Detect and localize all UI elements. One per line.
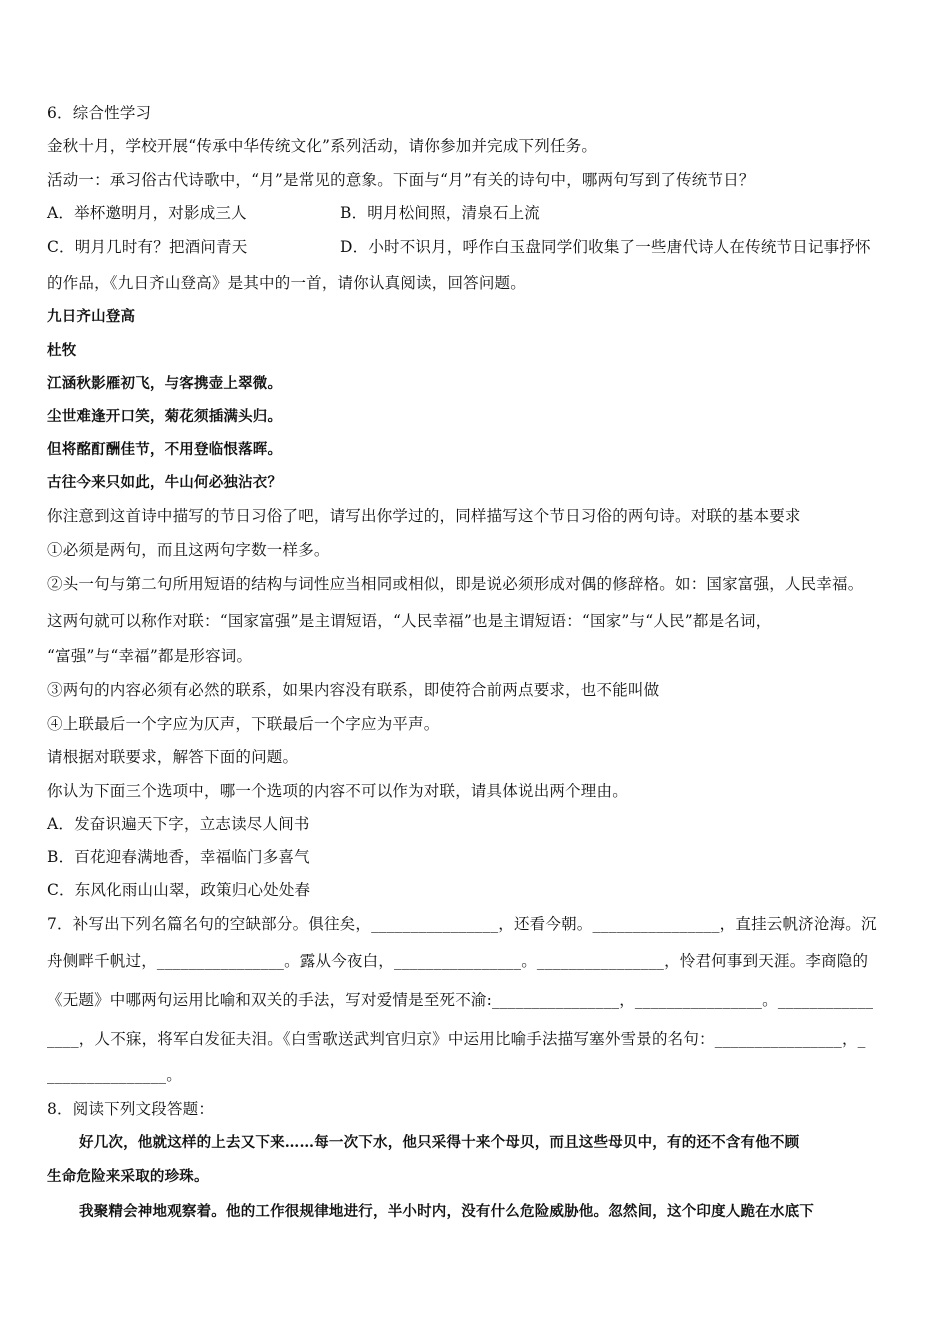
q6-title: 6．综合性学习 bbox=[47, 104, 152, 122]
q6-option-a: A．举杯邀明月，对影成三人 bbox=[47, 204, 247, 222]
q7-line: 《无题》中哪两句运用比喻和双关的手法，写对爱情是至死不渝:________________，________________。____________ bbox=[47, 991, 874, 1009]
q6-task: 你注意到这首诗中描写的节日习俗了吧，请写出你学过的，同样描写这个节日习俗的两句诗。对联的基本要求 bbox=[47, 507, 801, 525]
q8-paragraph: 我聚精会神地观察着。他的工作很规律地进行，半小时内，没有什么危险威胁他。忽然间，这个印度人跪在水底下 bbox=[79, 1203, 814, 1220]
choice-b: B．百花迎春满地香，幸福临门多喜气 bbox=[47, 848, 310, 866]
q7-line: 舟侧畔千帆过，________________。露从今夜白，________________。________________，怜君何事到天涯。李商隐的 bbox=[47, 952, 869, 970]
rule-2-cont: 这两句就可以称作对联：“国家富强”是主谓短语，“人民幸福”也是主谓短语：“国家”与“人民”都是名词， bbox=[47, 612, 772, 630]
rule-3: ③两句的内容必须有必然的联系，如果内容没有联系，即使符合前两点要求，也不能叫做 bbox=[47, 681, 660, 699]
poem-line: 古往今来只如此，牛山何必独沾衣？ bbox=[47, 474, 283, 491]
q6-option-b: B．明月松间照，清泉石上流 bbox=[340, 204, 540, 222]
rule-4: ④上联最后一个字应为仄声，下联最后一个字应为平声。 bbox=[47, 715, 440, 733]
rule-1: ①必须是两句，而且这两句字数一样多。 bbox=[47, 541, 330, 559]
rule-2-cont: “富强”与“幸福”都是形容词。 bbox=[47, 647, 253, 665]
poem-title: 九日齐山登高 bbox=[47, 308, 136, 325]
poem-line: 尘世难逢开口笑，菊花须插满头归。 bbox=[47, 408, 283, 425]
rule-2: ②头一句与第二句所用短语的结构与词性应当相同或相似，即是说必须形成对偶的修辞格。如：国家富强，人民幸福。 bbox=[47, 575, 864, 593]
q7-line: ____，人不寐，将军白发征夫泪。《白雪歌送武判官归京》中运用比喻手法描写塞外雪景的名句：________________，_ bbox=[47, 1030, 866, 1048]
q7-line: _______________。 bbox=[47, 1066, 182, 1084]
q6-option-d: D．小时不识月，呼作白玉盘同学们收集了一些唐代诗人在传统节日记事抒怀 bbox=[340, 238, 871, 256]
poem-line: 江涵秋影雁初飞，与客携壶上翠微。 bbox=[47, 375, 283, 392]
q6-activity1: 活动一：承习俗古代诗歌中，“月”是常见的意象。下面与“月”有关的诗句中，哪两句写到了传统节日？ bbox=[47, 171, 755, 189]
q7-line: 7．补写出下列名篇名句的空缺部分。俱往矣，________________，还看今朝。________________，直挂云帆济沧海。沉 bbox=[47, 915, 877, 933]
q8-paragraph: 好几次，他就这样的上去又下来……每一次下水，他只采得十来个母贝，而且这些母贝中，有的还不含有他不顾 bbox=[79, 1134, 800, 1151]
q6-ask2: 你认为下面三个选项中，哪一个选项的内容不可以作为对联，请具体说出两个理由。 bbox=[47, 782, 628, 800]
choice-a: A．发奋识遍天下字，立志读尽人间书 bbox=[47, 815, 310, 833]
q6-continuation: 的作品，《九日齐山登高》是其中的一首，请你认真阅读，回答问题。 bbox=[47, 274, 526, 292]
q8-title: 8．阅读下列文段答题： bbox=[47, 1100, 215, 1118]
q8-paragraph-cont: 生命危险来采取的珍珠。 bbox=[47, 1168, 209, 1185]
q6-option-c: C．明月几时有？把酒问青天 bbox=[47, 238, 248, 256]
choice-c: C．东风化雨山山翠，政策归心处处春 bbox=[47, 881, 311, 899]
q6-intro: 金秋十月，学校开展“传承中华传统文化”系列活动，请你参加并完成下列任务。 bbox=[47, 137, 598, 155]
poem-line: 但将酩酊酬佳节，不用登临恨落晖。 bbox=[47, 441, 283, 458]
q6-ask1: 请根据对联要求，解答下面的问题。 bbox=[47, 748, 299, 766]
poem-author: 杜牧 bbox=[47, 342, 77, 359]
